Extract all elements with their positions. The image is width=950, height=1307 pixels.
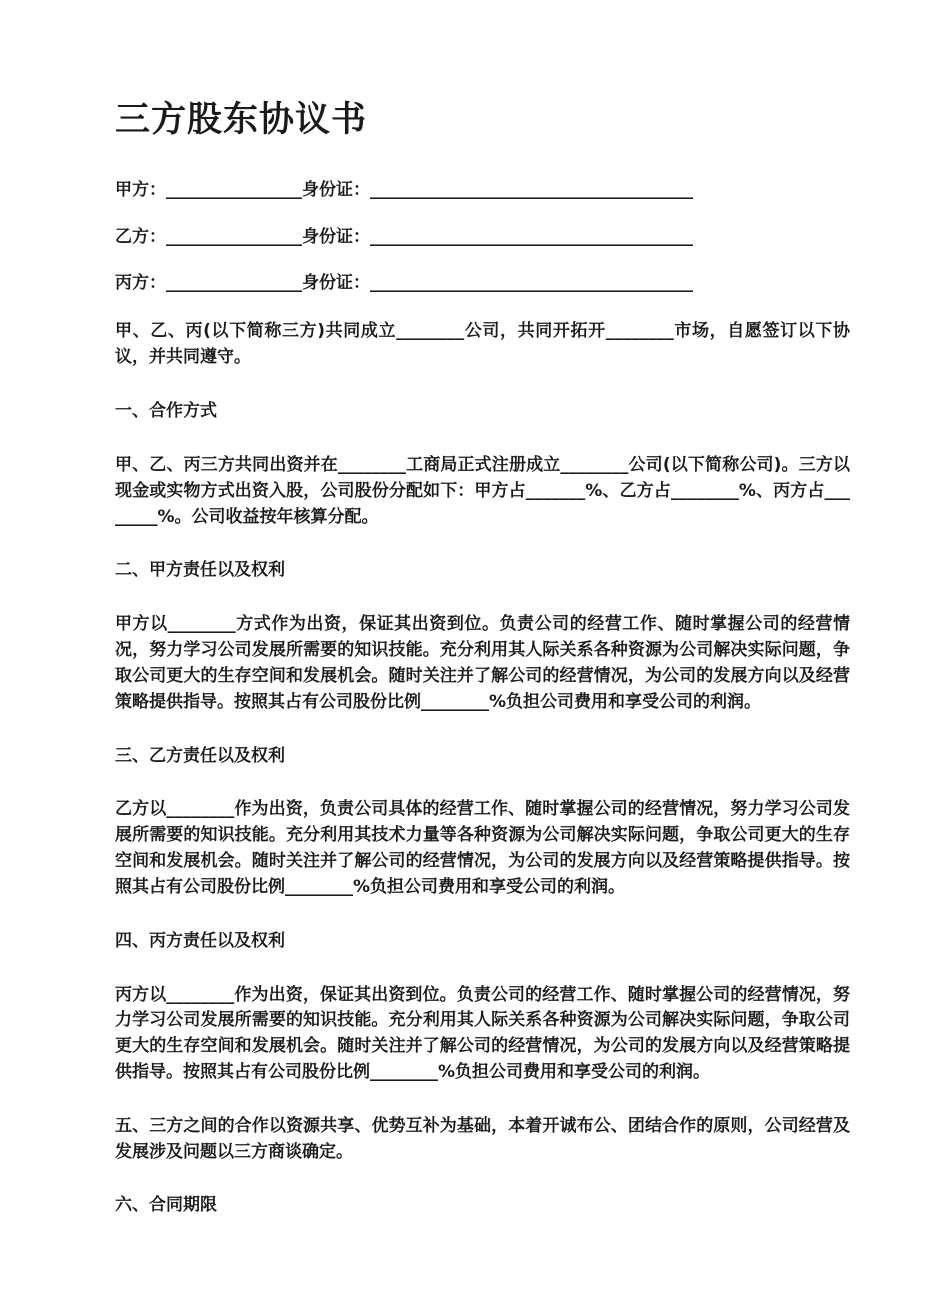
section-heading-party-a-duties: 二、甲方责任以及权利: [115, 560, 285, 581]
section-heading-contract-term: 六、合同期限: [115, 1195, 217, 1216]
party-a-id-blank: ______________________________________: [370, 180, 693, 201]
party-b-id-blank: ______________________________________: [370, 226, 693, 247]
party-row-jiafang: [115, 180, 850, 200]
paragraph-cooperation-method: 甲、乙、丙三方共同出资并在________工商局正式注册成立________公司(以下简称公司)。三方以现金或实物方式出资入股，公司股份分配如下：甲方占_______%、乙方占________%、丙方占________%。公司收益按年核算分配。: [115, 454, 850, 527]
party-b-name-blank: ________________: [166, 226, 302, 247]
paragraph-intro: 甲、乙、丙(以下简称三方)共同成立________公司，共同开拓开________市场，自愿签订以下协议，并共同遵守。: [115, 321, 850, 368]
paragraph-party-a-duties: 甲方以________方式作为出资，保证其出资到位。负责公司的经营工作、随时掌握公司的经营情况，努力学习公司发展所需要的知识技能。充分利用其人际关系各种资源为公司解决实际问题，争取公司更大的生存空间和发展机会。随时关注并了解公司的经营情况，为公司的发展方向以及经营策略提供指导。按照其占有公司股份比例________%负担公司费用和享受公司的利润。: [115, 614, 850, 712]
party-a-label: 甲方：: [115, 180, 166, 201]
section-heading-cooperation-method: 一、合作方式: [115, 401, 217, 422]
paragraph-party-b-duties: 乙方以________作为出资，负责公司具体的经营工作、随时掌握公司的经营情况，努力学习公司发展所需要的知识技能。充分利用其技术力量等各种资源为公司解决实际问题，争取公司更大的生存空间和发展机会。随时关注并了解公司的经营情况，为公司的发展方向以及经营策略提供指导。按照其占有公司股份比例________%负担公司费用和享受公司的利润。: [115, 799, 850, 897]
party-c-label: 丙方：: [115, 273, 166, 294]
party-c-id-blank: ______________________________________: [370, 273, 693, 294]
paragraph-party-c-duties: 丙方以________作为出资，保证其出资到位。负责公司的经营工作、随时掌握公司的经营情况，努力学习公司发展所需要的知识技能。充分利用其人际关系各种资源为公司解决实际问题，争取公司更大的生存空间和发展机会。随时关注并了解公司的经营情况，为公司的发展方向以及经营策略提供指导。按照其占有公司股份比例________%负担公司费用和享受公司的利润。: [115, 984, 850, 1082]
party-row-bingfang: [115, 273, 850, 293]
party-c-id-label: 身份证：: [302, 273, 370, 294]
party-a-id-label: 身份证：: [302, 180, 370, 201]
section-heading-party-c-duties: 四、丙方责任以及权利: [115, 930, 285, 951]
party-row-yifang: [115, 227, 850, 247]
party-a-name-blank: ________________: [166, 180, 302, 201]
paragraph-cooperation-principle: 五、三方之间的合作以资源共享、优势互补为基础，本着开诚布公、团结合作的原则，公司经营及发展涉及问题以三方商谈确定。: [115, 1115, 850, 1162]
party-b-label: 乙方：: [115, 226, 166, 247]
page-title: 三方股东协议书: [115, 100, 368, 140]
party-b-id-label: 身份证：: [302, 226, 370, 247]
party-c-name-blank: ________________: [166, 273, 302, 294]
section-heading-party-b-duties: 三、乙方责任以及权利: [115, 745, 285, 766]
